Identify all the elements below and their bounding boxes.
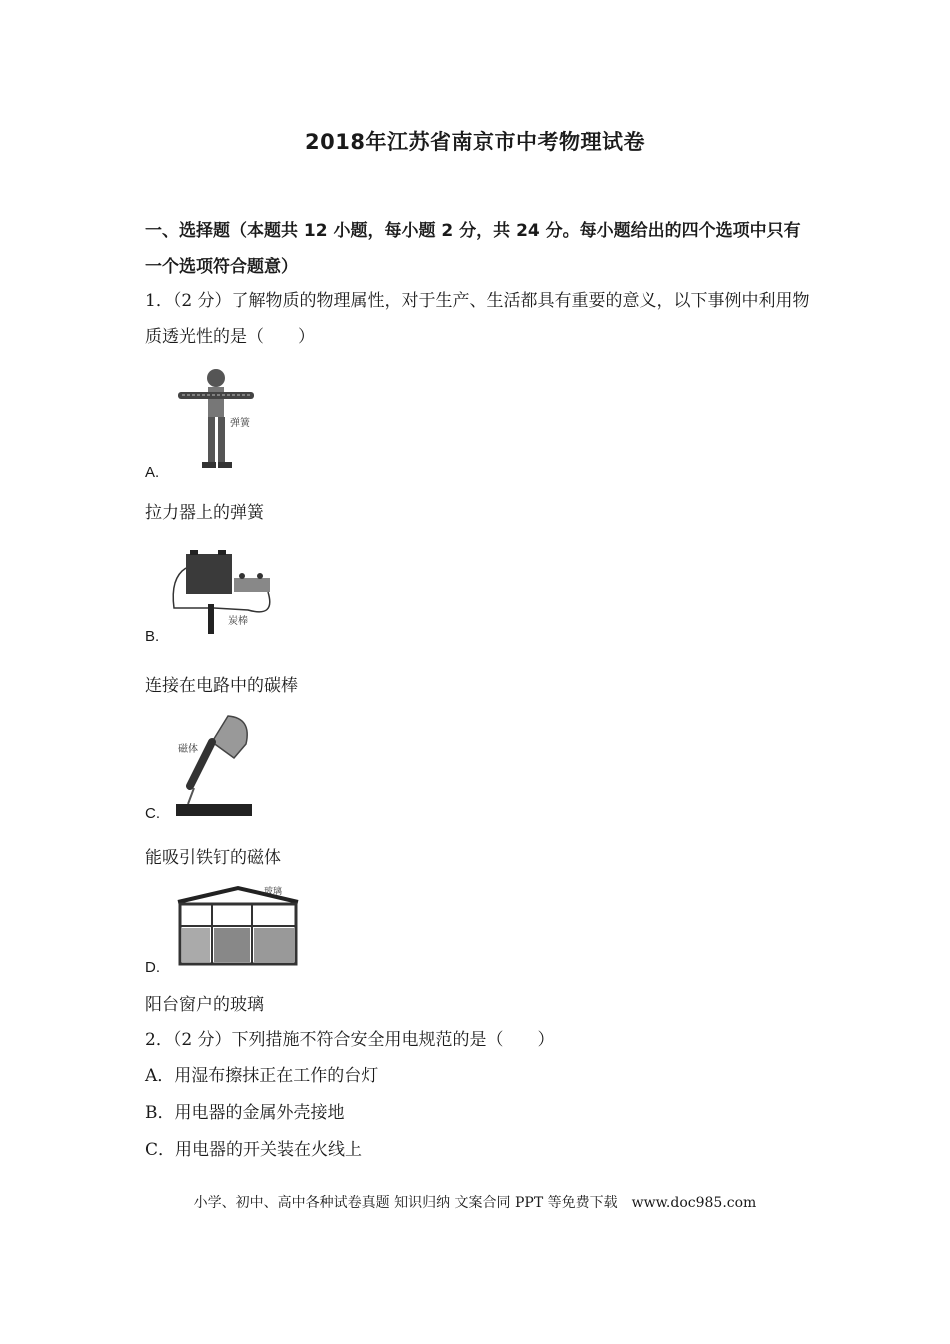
option-c-text: 能吸引铁钉的磁体 — [145, 848, 281, 868]
page-footer: 小学、初中、高中各种试卷真题 知识归纳 文案合同 PPT 等免费下载 www.doc985.com — [193, 1195, 757, 1211]
question-2-option-b: B．用电器的金属外壳接地 — [145, 1103, 345, 1123]
section-heading: 一、选择题（本题共 12 小题，每小题 2 分，共 24 分。每小题给出的四个选项中只有一个选项符合题意） — [145, 221, 801, 277]
option-b-letter: B. — [145, 628, 160, 645]
option-a-text: 拉力器上的弹簧 — [145, 503, 264, 523]
magnet-figure — [168, 712, 258, 817]
option-a-letter: A. — [145, 464, 160, 481]
figure-d-label: 玻璃 — [264, 887, 283, 897]
figure-c-label: 磁体 — [178, 744, 198, 755]
spring-exerciser-figure — [168, 364, 263, 474]
figure-b-label: 炭棒 — [228, 616, 248, 627]
question-2-option-a: A．用湿布擦抹正在工作的台灯 — [145, 1066, 379, 1086]
carbon-rod-circuit-figure — [168, 548, 280, 640]
balcony-window-figure — [168, 882, 304, 972]
option-d-text: 阳台窗户的玻璃 — [145, 995, 264, 1015]
question-1-stem: 1．（2 分）了解物质的物理属性，对于生产、生活都具有重要的意义，以下事例中利用物质透光性的是（ ） — [145, 291, 810, 347]
figure-a-label: 弹簧 — [230, 418, 250, 429]
option-c-letter: C. — [145, 805, 160, 822]
option-b-text: 连接在电路中的碳棒 — [145, 676, 298, 696]
question-2-stem: 2．（2 分）下列措施不符合安全用电规范的是（ ） — [145, 1030, 555, 1050]
option-d-letter: D. — [145, 959, 160, 976]
question-2-option-c: C．用电器的开关装在火线上 — [145, 1140, 363, 1160]
page-title: 2018年江苏省南京市中考物理试卷 — [305, 130, 645, 154]
